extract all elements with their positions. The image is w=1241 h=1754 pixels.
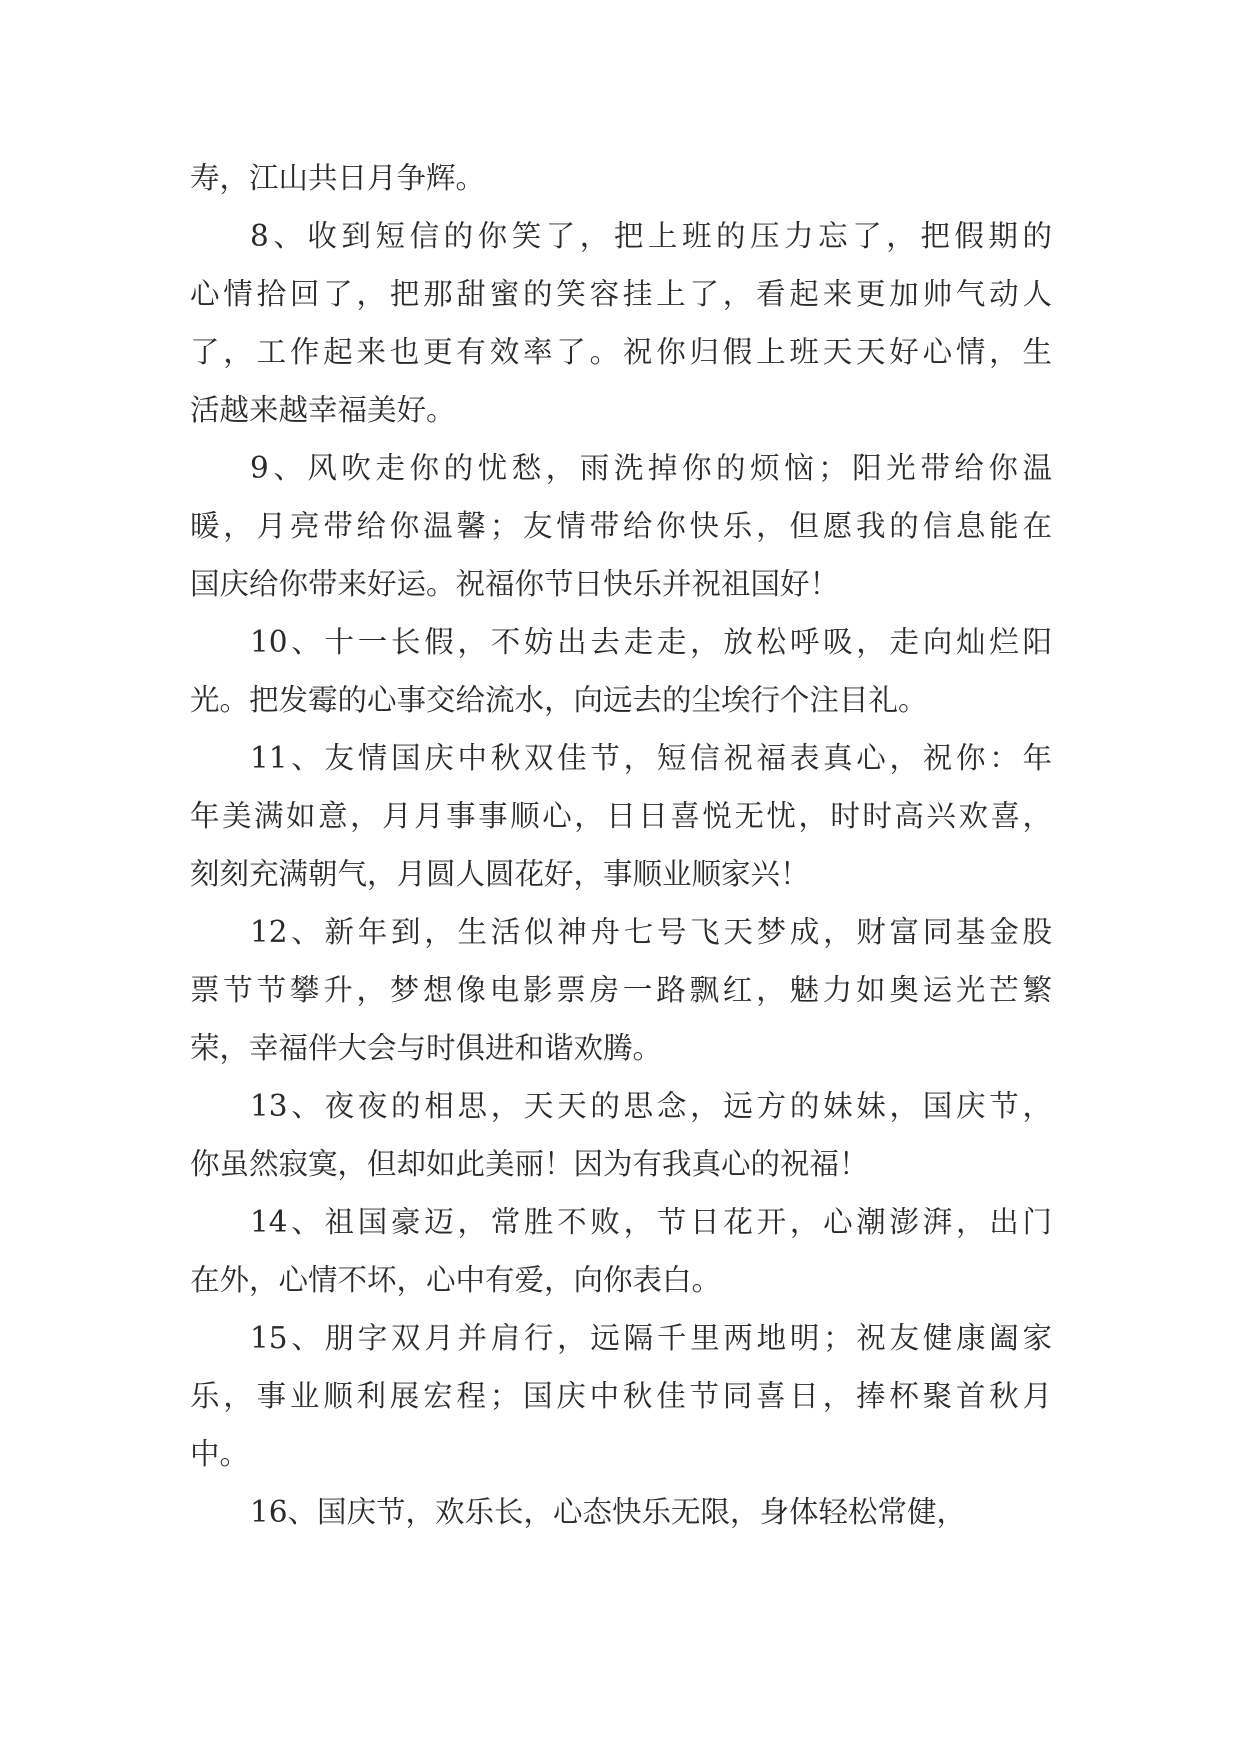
text-line: 11、友情国庆中秋双佳节，短信祝福表真心，祝你：年 [250, 741, 1052, 775]
text-line: 16、国庆节，欢乐长，心态快乐无限，身体轻松常健， [250, 1495, 967, 1529]
text-line: 14、祖国豪迈，常胜不败，节日花开，心潮澎湃，出门 [250, 1205, 1052, 1239]
text-line: 荣，幸福伴大会与时俱进和谐欢腾。 [190, 1031, 663, 1065]
text-line: 15、朋字双月并肩行，远隔千里两地明；祝友健康阖家 [250, 1321, 1052, 1355]
text-line: 13、夜夜的相思，天天的思念，远方的妹妹，国庆节， [250, 1089, 1052, 1123]
text-line: 乐，事业顺利展宏程；国庆中秋佳节同喜日，捧杯聚首秋月 [190, 1379, 1052, 1413]
text-line: 刻刻充满朝气，月圆人圆花好，事顺业顺家兴！ [190, 857, 810, 891]
text-line: 活越来越幸福美好。 [190, 393, 456, 427]
text-line: 年美满如意，月月事事顺心，日日喜悦无忧，时时高兴欢喜， [190, 799, 1052, 833]
text-line: 国庆给你带来好运。祝福你节日快乐并祝祖国好！ [190, 567, 840, 601]
text-line: 暖，月亮带给你温馨；友情带给你快乐，但愿我的信息能在 [190, 509, 1052, 543]
text-line: 票节节攀升，梦想像电影票房一路飘红，魅力如奥运光芒繁 [190, 973, 1052, 1007]
text-line: 8、收到短信的你笑了，把上班的压力忘了，把假期的 [250, 219, 1052, 253]
text-line: 了，工作起来也更有效率了。祝你归假上班天天好心情，生 [190, 335, 1052, 369]
text-line: 光。把发霉的心事交给流水，向远去的尘埃行个注目礼。 [190, 683, 928, 717]
text-line: 9、风吹走你的忧愁，雨洗掉你的烦恼；阳光带给你温 [250, 451, 1052, 485]
text-line: 寿，江山共日月争辉。 [190, 161, 486, 195]
text-line: 你虽然寂寞，但却如此美丽！因为有我真心的祝福！ [190, 1147, 869, 1181]
text-line: 心情拾回了，把那甜蜜的笑容挂上了，看起来更加帅气动人 [190, 277, 1052, 311]
text-line: 10、十一长假，不妨出去走走，放松呼吸，走向灿烂阳 [250, 625, 1052, 659]
text-line: 12、新年到，生活似神舟七号飞天梦成，财富同基金股 [250, 915, 1052, 949]
text-line: 在外，心情不坏，心中有爱，向你表白。 [190, 1263, 722, 1297]
text-line: 中。 [190, 1437, 250, 1471]
